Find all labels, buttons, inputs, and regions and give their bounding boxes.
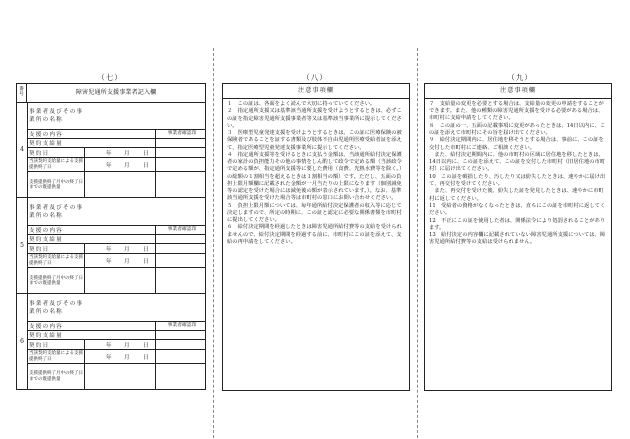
note-item: ６ 給付決定期間を経過したときは障害児通所給付費等の支給を受けられませんので、給付決定期間を経過する前に、市町村にこの証を添えて、支給の再申請をしてください。 [227,224,402,245]
provider-row [27,198,205,226]
note-item: 11 受給者の資格がなくなったときは、直ちにこの証を市町村に返してください。 [429,202,606,217]
notes-body [227,101,406,246]
note-item: ２ 指定通所支援又は基準該当通所支援を受けようとするときは、必ずこの証を指定障害児通所支援事業者等又は基準該当事業所に提示してください。 [227,108,402,129]
notes-panel-nine [424,83,612,391]
contract-amount-label: 契約支給量 [29,141,63,147]
divider [84,158,85,171]
contract-amount-label: 契約支給量 [29,333,63,339]
contract-date-label: 契約日 [29,150,50,157]
year-label: 年 [106,162,112,169]
day-label: 日 [143,246,149,253]
divider [84,172,85,198]
provider-label: 事業者及びその事業所の名称 [29,300,84,315]
support-label: 支援の内容 [29,324,63,330]
month-label: 月 [124,258,130,265]
support-label: 支援の内容 [29,228,63,234]
provider-row [27,294,205,322]
table-title: 障害児通所支援事業者記入欄 [75,89,157,96]
year-label: 年 [106,342,112,349]
stamp-box[interactable] [155,139,207,198]
year-label: 年 [106,246,112,253]
month-label: 月 [124,342,130,349]
day-label: 日 [143,354,149,361]
divider [84,244,85,253]
day-label: 日 [143,162,149,169]
block-number: 6 [17,294,28,389]
remaining-label: 当該契約支給量による支援提供終了日 [29,159,83,170]
note-item: また、給付決定期間内に、他の市町村の区域に居住地を移したときは、14日以内に、この証を添えて、この証を交付した市町村（旧居住地の市町村）に届け出てください。 [429,151,606,173]
remaining-label: 当該契約支給量による支援提供終了日 [29,255,83,266]
month-label: 月 [124,150,130,157]
note-item: ４ 指定通所支援等を受けるときに支払う金額は、当該通所給付決定保護者の家計の負担能力その他の事情をしん酌して政令で定める額（当該政令で定める額が、指定通所支援等に要した費用（食費、光熱水費等を除く。）の総額の１割相当を超えるときは１割相当の額）です。ただし、五面の負担上限月額欄に記載された金額が一月当たりの上限になります（個別減免等の認定を受けた場合には減免後の額が表示されています。）。なお、基準該当通所支援を受けた場合等は市町村の窓口にお問い合わせください。 [227,151,405,202]
divider [84,268,85,294]
year-label: 年 [106,150,112,157]
contract-date-label: 契約日 [29,246,50,253]
note-item: ９ 給付決定期間内に、居住地を移そうとする場合は、事前に、この証を交付した市町村にご連絡、ご相談ください。 [429,137,604,151]
block-number: 5 [17,198,28,293]
month-label: 月 [124,354,130,361]
notes-title: 注意事項欄 [425,84,611,99]
note-item: ７ 支給量の変更を必要とする場合は、支給量の変更の申請をすることができます。また、他の種類の障害児通所支援を受ける必要がある場合は、市町村に支給申請をしてください。 [429,101,604,122]
monthly-end-label: 支援提供終了月中の終了日までの既提供量 [29,275,83,286]
stamp-label: 事業者確認印 [155,226,208,234]
day-label: 日 [143,342,149,349]
note-item: ５ 負担上限月額については、毎年通所給付決定保護者の収入等に応じて決定しますので、所定の時期に、この証と認定に必要な関係書類を市町村に提出してください。 [227,202,402,223]
fold-line [213,48,214,438]
support-row [27,322,205,331]
divider [84,350,85,363]
stamp-label: 事業者確認印 [155,130,208,138]
support-label: 支援の内容 [29,132,63,138]
contract-amount-label: 契約支給量 [29,237,63,243]
notes-title: 注意事項欄 [223,84,409,99]
provider-entry-table [16,83,206,390]
divider [84,254,85,267]
note-item: １ この証は、各面をよく読んで大切に持っていてください。 [227,101,376,107]
year-label: 年 [106,258,112,265]
remaining-label: 当該契約支給量による支援提供終了日 [29,351,83,362]
table-header [17,84,205,103]
month-label: 月 [124,246,130,253]
notes-body [429,101,608,247]
provider-label: 事業者及びその事業所の名称 [29,108,84,123]
monthly-end-label: 支援提供終了月中の終了日までの既提供量 [29,371,83,382]
divider [84,340,85,349]
support-row [27,130,205,139]
monthly-end-label: 支援提供終了月中の終了日までの既提供量 [29,179,83,190]
notes-panel-eight [222,83,410,391]
note-item: 12 不正にこの証を使用した者は、関係法令により処罰されることがあります。 [429,217,606,231]
year-label: 年 [106,354,112,361]
number-header: 番号 [17,84,27,102]
month-label: 月 [124,162,130,169]
note-item: 10 この証を破損したり、汚したり又は紛失したときは、速やかに届け出て、再交付を受けてください。 [429,173,606,187]
support-row [27,226,205,235]
day-label: 日 [143,258,149,265]
divider [84,148,85,157]
page-label-nine: （九） [507,73,533,82]
note-item: また、再交付を受けた後、紛失した証を発見したときは、速やかに市町村に返してください。 [429,188,604,202]
note-item: ８ この証の一、五面の記載事項に変更があったときは、14日以内に、この証を添えて市町村にその旨を届け出てください。 [429,122,606,136]
stamp-label: 事業者確認印 [155,322,208,330]
stamp-box[interactable] [155,331,207,389]
stamp-box[interactable] [155,235,207,294]
entry-block-4 [17,102,205,198]
provider-label: 事業者及びその事業所の名称 [29,204,84,219]
divider [84,364,85,389]
fold-line [417,48,418,438]
day-label: 日 [143,150,149,157]
note-item: 13 給付決定の内容欄に記載されていない障害児通所支援については、障害児通所給付費等の支給は受けられません。 [429,232,606,246]
entry-block-6 [17,294,205,389]
entry-block-5 [17,198,205,294]
page-label-seven: （七） [97,73,123,82]
page-label-eight: （八） [302,73,328,82]
note-item: ３ 医療型児童発達支援を受けようとするときは、この証に医療保険の被保険者であることを証する書類及び肢体不自由児通所医療受給者証を添えて、指定医療型児童発達支援事業所に提示してください。 [227,130,402,151]
block-number: 4 [17,102,28,197]
contract-date-label: 契約日 [29,342,50,349]
provider-row [27,102,205,130]
